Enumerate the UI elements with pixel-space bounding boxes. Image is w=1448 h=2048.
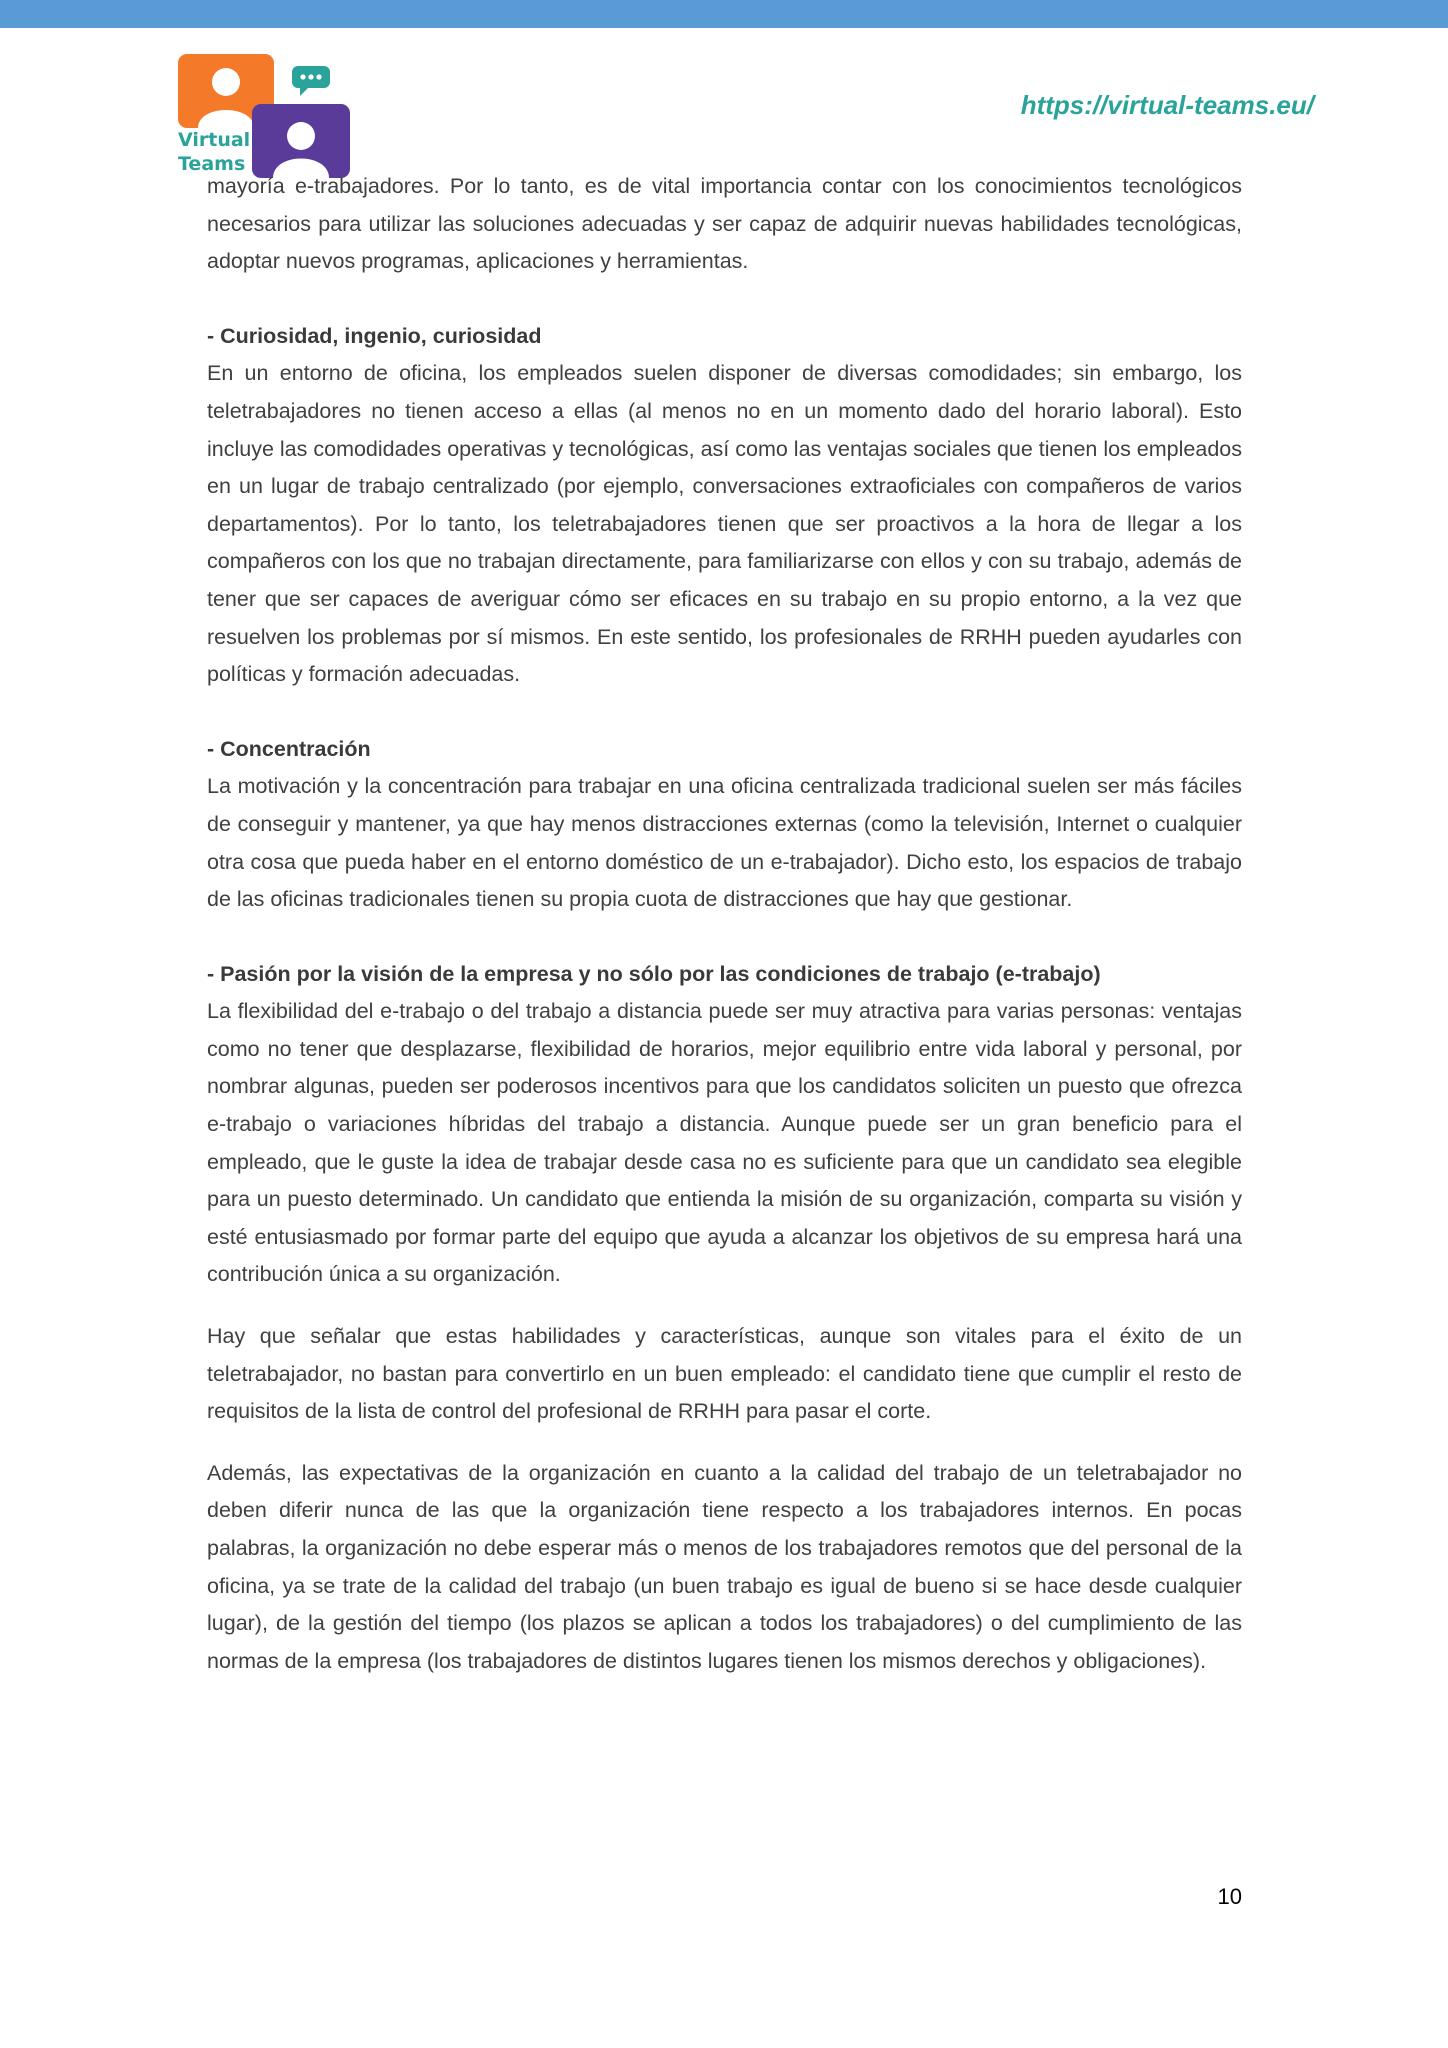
logo-text-teams: Teams (178, 153, 246, 175)
section-text-pasion: La flexibilidad del e-trabajo o del trabajo a distancia puede ser muy atractiva para varias personas: ventajas como no tener que desplazarse, flexibilidad de horarios, mejor equilibrio entre vida laboral y personal, por nombrar algunas, pueden ser poderosos incentivos para que los candidatos soliciten un puesto que ofrezca e-trabajo o variaciones híbridas del trabajo a distancia. Aunque puede ser un gran beneficio para el empleado, que le guste la idea de trabajar desde casa no es suficiente para que un candidato sea elegible para un puesto determinado. Un candidato que entienda la misión de su organización, comparta su visión y esté entusiasmado por formar parte del equipo que ayuda a alcanzar los objetivos de su empresa hará una contribución única a su organización. (207, 999, 1242, 1287)
top-color-bar (0, 0, 1448, 28)
intro-paragraph: mayoría e-trabajadores. Por lo tanto, es de vital importancia contar con los conocimientos tecnológicos necesarios para utilizar las soluciones adecuadas y ser capaz de adquirir nuevas habilidades tecnológicas, adoptar nuevos programas, aplicaciones y herramientas. (207, 174, 1242, 274)
section-heading-pasion: - Pasión por la visión de la empresa y no sólo por las condiciones de trabajo (e-trabajo) (207, 961, 1101, 986)
page-number: 10 (1217, 1884, 1242, 1909)
body-paragraph-habilidades: Hay que señalar que estas habilidades y características, aunque son vitales para el éxito de un teletrabajador, no bastan para convertirlo en un buen empleado: el candidato tiene que cumplir el resto de requisitos de la lista de control del profesional de RRHH para pasar el corte. (207, 1324, 1242, 1424)
page-content (207, 168, 1242, 1680)
body-paragraph-expectativas: Además, las expectativas de la organización en cuanto a la calidad del trabajo de un teletrabajador no deben diferir nunca de las que la organización tiene respecto a los trabajadores internos. En pocas palabras, la organización no debe esperar más o menos de los trabajadores remotos que del personal de la oficina, ya se trate de la calidad del trabajo (un buen trabajo es igual de bueno si se hace desde cualquier lugar), de la gestión del tiempo (los plazos se aplican a todos los trabajadores) o del cumplimiento de las normas de la empresa (los trabajadores de distintos lugares tienen los mismos derechos y obligaciones). (207, 1460, 1242, 1673)
section-text-concentracion: La motivación y la concentración para trabajar en una oficina centralizada tradicional suelen ser más fáciles de conseguir y mantener, ya que hay menos distracciones externas (como la televisión, Internet o cualquier otra cosa que pueda haber en el entorno doméstico de un e-trabajador). Dicho esto, los espacios de trabajo de las oficinas tradicionales tienen su propia cuota de distracciones que hay que gestionar. (207, 774, 1242, 912)
website-url[interactable]: https://virtual-teams.eu/ (1020, 90, 1314, 120)
section-text-curiosidad: En un entorno de oficina, los empleados suelen disponer de diversas comodidades; sin embargo, los teletrabajadores no tienen acceso a ellas (al menos no en un momento dado del horario laboral). Esto incluye las comodidades operativas y tecnológicas, así como las ventajas sociales que tienen los empleados en un lugar de trabajo centralizado (por ejemplo, conversaciones extraoficiales con compañeros de varios departamentos). Por lo tanto, los teletrabajadores tienen que ser proactivos a la hora de llegar a los compañeros con los que no trabajan directamente, para familiarizarse con ellos y con su trabajo, además de tener que ser capaces de averiguar cómo ser eficaces en su trabajo en su propio entorno, a la vez que resuelven los problemas por sí mismos. En este sentido, los profesionales de RRHH pueden ayudarles con políticas y formación adecuadas. (207, 361, 1242, 687)
section-heading-curiosidad: - Curiosidad, ingenio, curiosidad (207, 323, 542, 348)
logo-text-virtual: Virtual (178, 129, 251, 151)
section-heading-concentracion: - Concentración (207, 736, 371, 761)
